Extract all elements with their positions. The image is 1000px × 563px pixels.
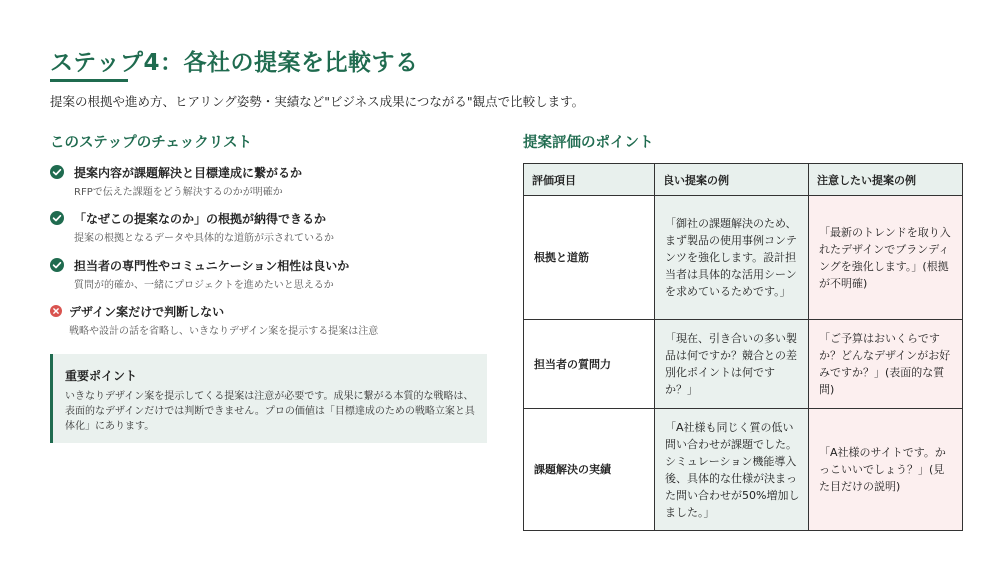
important-callout [50,354,487,443]
checklist-item-desc: RFPで伝えた課題をどう解決するのかが明確か [74,187,283,198]
x-circle-icon [50,305,62,317]
checklist-item-title: 提案内容が課題解決と目標達成に繋がるか [74,166,303,180]
column-header-item: 評価項目 [524,164,655,196]
checklist-item-title: 担当者の専門性やコミュニケーション相性は良いか [74,259,350,273]
evaluation-heading: 提案評価のポイント [523,135,654,151]
table-header-row [524,164,963,196]
bad-example: 「A社様のサイトです。かっこいいでしょう？」(見た目だけの説明) [809,409,963,531]
checklist-item-desc: 提案の根拠となるデータや具体的な道筋が示されているか [74,233,334,244]
checklist-item-desc: 戦略や設計の話を省略し、いきなりデザイン案を提示する提案は注意 [69,326,379,337]
column-header-good: 良い提案の例 [655,164,809,196]
checklist-heading: このステップのチェックリスト [50,135,252,151]
table-row [524,196,963,320]
row-item: 担当者の質問力 [524,320,655,409]
bad-example: 「最新のトレンドを取り入れたデザインでブランディングを強化します。」(根拠が不明確) [809,196,963,320]
row-item: 根拠と道筋 [524,196,655,320]
check-circle-icon [50,211,64,225]
title-underline [50,79,128,82]
good-example: 「現在、引き合いの多い製品は何ですか？競合との差別化ポイントは何ですか？」 [655,320,809,409]
evaluation-table [523,163,963,531]
important-body: いきなりデザイン案を提示してくる提案は注意が必要です。成果に繋がる本質的な戦略は、表面的なデザインだけでは判断できません。プロの価値は「目標達成のための戦略立案と具体化」にあります。 [65,391,475,432]
table-row [524,320,963,409]
checklist-item-title: デザイン案だけで判断しない [69,305,225,319]
column-header-bad: 注意したい提案の例 [809,164,963,196]
page-title: ステップ4：各社の提案を比較する [50,50,419,76]
page-subtitle: 提案の根拠や進め方、ヒアリング姿勢・実績など"ビジネス成果につながる"観点で比較します。 [50,94,585,109]
check-circle-icon [50,165,64,179]
checklist-item-title: 「なぜこの提案なのか」の根拠が納得できるか [74,212,327,226]
table-row [524,409,963,531]
good-example: 「御社の課題解決のため、まず製品の使用事例コンテンツを強化します。設計担当者は具体的な活用シーンを求めているためです。」 [655,196,809,320]
good-example: 「A社様も同じく質の低い問い合わせが課題でした。シミュレーション機能導入後、具体的な仕様が決まった問い合わせが50%増加しました。」 [655,409,809,531]
check-circle-icon [50,258,64,272]
important-title: 重要ポイント [65,369,138,383]
row-item: 課題解決の実績 [524,409,655,531]
checklist-item-desc: 質問が的確か、一緒にプロジェクトを進めたいと思えるか [74,280,334,291]
bad-example: 「ご予算はおいくらですか？どんなデザインがお好みですか？」(表面的な質問) [809,320,963,409]
